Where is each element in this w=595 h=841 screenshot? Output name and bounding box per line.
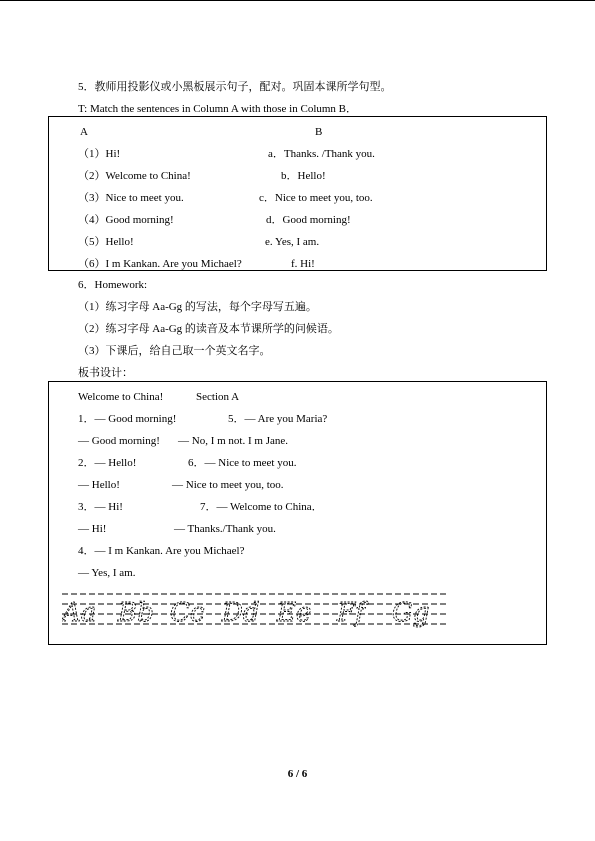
board-line-right: — Thanks./Thank you. (174, 523, 276, 535)
handwriting-letter: Cc (170, 598, 205, 628)
step5-instruction: T: Match the sentences in Column A with those in Column B． (78, 103, 358, 115)
page-number: 6 / 6 (287, 768, 308, 780)
board-heading-left: Welcome to China! (78, 391, 164, 403)
col-a-item: （3）Nice to meet you. (78, 192, 184, 204)
col-b-item: c．Nice to meet you, too. (259, 192, 373, 204)
board-line-left: 4．— I m Kankan. Are you Michael? (78, 545, 245, 557)
board-line-left: 3．— Hi! (78, 501, 123, 513)
board-line-left: — Hi! (78, 523, 107, 535)
handwriting-letter: Aa (62, 598, 97, 628)
handwriting-letter: Ff (337, 598, 365, 628)
board-line-left: — Hello! (78, 479, 120, 491)
homework-item: （1）练习字母 Aa-Gg 的写法，每个字母写五遍。 (78, 301, 317, 313)
board-heading-right: Section A (196, 391, 240, 403)
column-a-header: A (80, 126, 88, 138)
col-a-item: （4）Good morning! (78, 214, 174, 226)
handwriting-letter: Gg (392, 598, 430, 628)
board-line-left: 2．— Hello! (78, 457, 137, 469)
board-line-right: 6．— Nice to meet you. (188, 457, 297, 469)
homework-title: 6．Homework: (78, 279, 148, 291)
step5-title: 5．教师用投影仪或小黑板展示句子，配对。巩固本课所学句型。 (78, 81, 392, 93)
col-b-item: d．Good morning! (266, 214, 351, 226)
col-b-item: f. Hi! (291, 258, 315, 270)
col-b-item: e. Yes, I am. (265, 236, 320, 248)
board-label: 板书设计： (78, 367, 133, 379)
board-line-right: 7．— Welcome to China． (200, 501, 323, 513)
handwriting-letter: Ee (277, 598, 312, 628)
board-line-right: — Nice to meet you, too. (172, 479, 284, 491)
col-a-item: （6）I m Kankan. Are you Michael? (78, 258, 242, 270)
col-a-item: （5）Hello! (78, 236, 134, 248)
column-b-header: B (315, 126, 323, 138)
col-b-item: b．Hello! (281, 170, 326, 182)
homework-item: （3）下课后，给自己取一个英文名字。 (78, 345, 271, 357)
homework-item: （2）练习字母 Aa-Gg 的读音及本节课所学的问候语。 (78, 323, 339, 335)
board-line-right: — No, I m not. I m Jane. (178, 435, 288, 447)
board-line-left: — Yes, I am. (78, 567, 136, 579)
handwriting-practice (62, 590, 447, 630)
col-a-item: （1）Hi! (78, 148, 121, 160)
col-a-item: （2）Welcome to China! (78, 170, 191, 182)
handwriting-letter: Dd (222, 598, 260, 628)
handwriting-letter: Bb (118, 598, 154, 628)
board-line-right: 5．— Are you Maria? (228, 413, 328, 425)
board-line-left: — Good morning! (78, 435, 160, 447)
top-rule (0, 0, 595, 1)
col-b-item: a．Thanks. /Thank you. (268, 148, 375, 160)
board-line-left: 1．— Good morning! (78, 413, 177, 425)
